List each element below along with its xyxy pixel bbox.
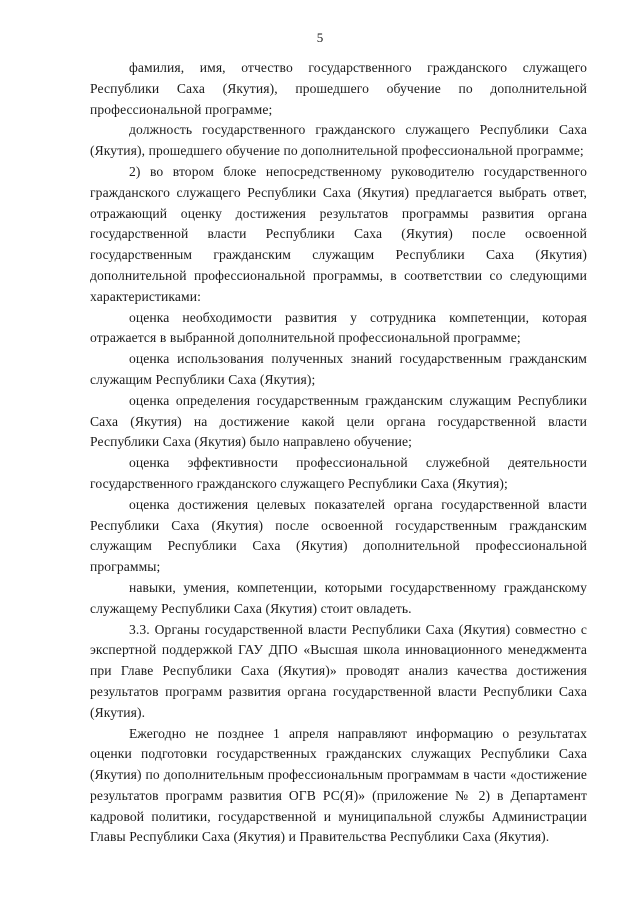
paragraph-knowledge-use: оценка использования полученных знаний государственным гражданским служащим Республики Саха (Якутия); (90, 351, 587, 387)
paragraph-full-name: фамилия, имя, отчество государственного гражданского служащего Республики Саха (Якутия), прошедшего обучение по дополнительной профессиональной программе; (90, 60, 587, 117)
paragraph-second-block: 2) во втором блоке непосредственному руководителю государственного гражданского служащего Республики Саха (Якутия) предлагается выбрать ответ, отражающий оценку достижения результатов программы развития органа государственной власти Республики Саха (Якутия) после освоенной государственным гражданским служащим Республики Саха (Якутия) дополнительной профессиональной программы, в соответствии со следующими характеристиками: (90, 163, 587, 304)
paragraph-target-indicators: оценка достижения целевых показателей органа государственной власти Республики Саха (Якутия) после освоенной государственным гражданским служащим Республики Саха (Якутия) дополнительной профессиональной программы; (90, 496, 587, 575)
document-body (90, 58, 587, 848)
paragraph-efficiency: оценка эффективности профессиональной служебной деятельности государственного гражданского служащего Республики Саха (Якутия); (90, 455, 587, 491)
paragraph-annual-report: Ежегодно не позднее 1 апреля направляют информацию о результатах оценки подготовки государственных гражданских служащих Республики Саха (Якутия) по дополнительным профессиональным программам в части «достижение результатов программ развития ОГВ РС(Я)» (приложение № 2) в Департамент кадровой политики, государственной и муниципальной службы Администрации Главы Республики Саха (Якутия) и Правительства Республики Саха (Якутия). (90, 725, 587, 845)
paragraph-skills: навыки, умения, компетенции, которыми государственному гражданскому служащему Республики Саха (Якутия) стоит овладеть. (90, 579, 587, 616)
paragraph-goal-determination: оценка определения государственным гражданским служащим Республики Саха (Якутия) на достижение какой цели органа государственной власти Республики Саха (Якутия) было направлено обучение; (90, 392, 587, 450)
paragraph-position: должность государственного гражданского служащего Республики Саха (Якутия), прошедшего обучение по дополнительной профессиональной программе; (90, 122, 587, 159)
paragraph-section-3-3: 3.3. Органы государственной власти Республики Саха (Якутия) совместно с экспертной поддержкой ГАУ ДПО «Высшая школа инновационного менеджмента при Главе Республики Саха (Якутия)» проводят анализ качества достижения результатов программ развития органа государственной власти Республики Саха (Якутия). (90, 621, 587, 720)
page-number: 5 (316, 30, 324, 45)
paragraph-competence-need: оценка необходимости развития у сотрудника компетенции, которая отражается в выбранной дополнительной профессиональной программе; (90, 309, 587, 346)
